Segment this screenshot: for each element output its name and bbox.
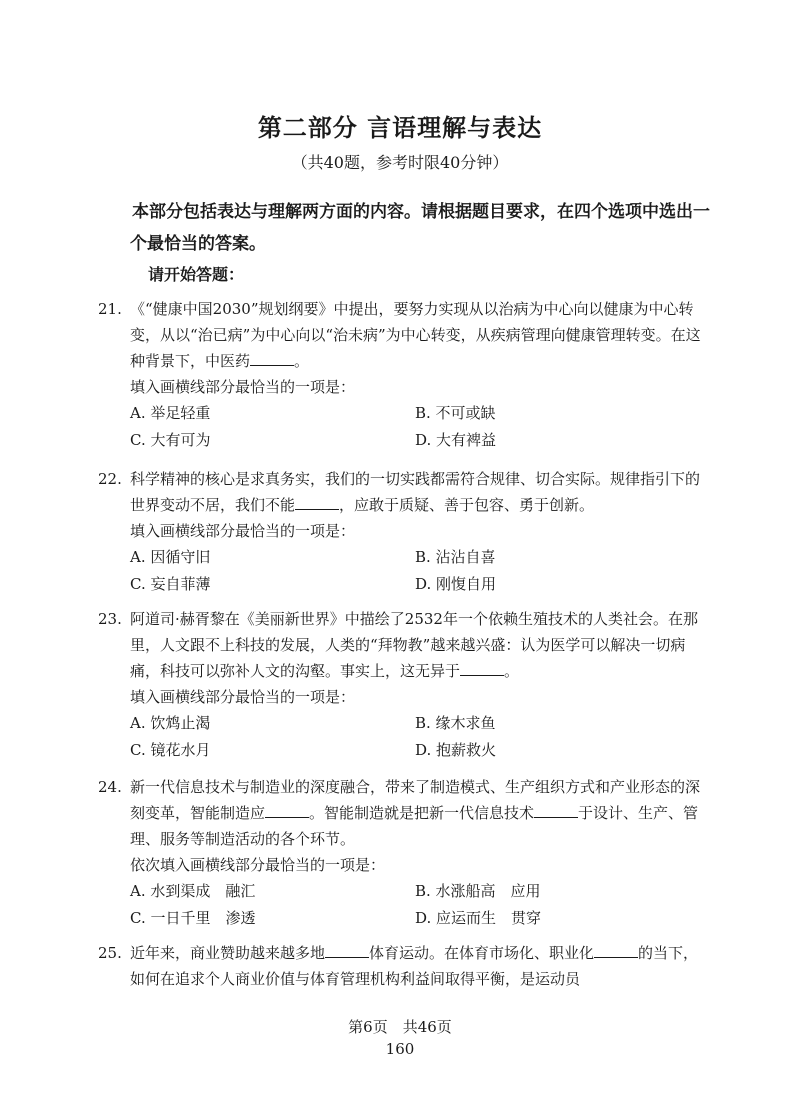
option-b: B. 不可或缺 (415, 404, 496, 422)
answer-blank (460, 661, 504, 676)
question-number: 23. (98, 610, 122, 628)
page-number: 160 (385, 1040, 415, 1058)
stem-text: ，应敢于质疑、善于包容、勇于创新。 (339, 496, 595, 514)
question-number: 21. (98, 300, 122, 318)
option-d: D. 大有裨益 (415, 431, 497, 449)
question-number: 24. (98, 778, 122, 796)
question-prompt: 填入画横线部分最恰当的一项是： (130, 688, 356, 706)
question-23 (98, 606, 708, 764)
question-21 (98, 296, 708, 454)
question-25 (98, 940, 708, 992)
answer-blank (325, 943, 369, 958)
answer-blank (594, 943, 638, 958)
question-number: 25. (98, 944, 122, 962)
stem-text: 于设计、生产、管理、服务等制造活动的各个环节。 (130, 804, 699, 848)
option-c: C. 一日千里 渗透 (130, 909, 256, 927)
question-prompt: 填入画横线部分最恰当的一项是： (130, 522, 356, 540)
stem-text: 。智能制造就是把新一代信息技术 (309, 804, 535, 822)
stem-text: 。 (504, 662, 520, 680)
section-intro: 本部分包括表达与理解两方面的内容。请根据题目要求，在四个选项中选出一个最恰当的答案。 (130, 202, 710, 254)
question-24 (98, 774, 708, 932)
answer-blank (534, 803, 578, 818)
option-c: C. 妄自菲薄 (130, 575, 211, 593)
option-b: B. 沾沾自喜 (415, 548, 496, 566)
options-grid (130, 878, 708, 932)
option-c: C. 大有可为 (130, 431, 211, 449)
stem-text: 体育运动。在体育市场化、职业化 (369, 944, 595, 962)
option-b: B. 水涨船高 应用 (415, 882, 541, 900)
question-stem (130, 606, 708, 684)
question-stem (130, 774, 708, 852)
stem-text: 近年来，商业赞助越来越多地 (130, 944, 326, 962)
section-subtitle: （共40题，参考时限40分钟） (291, 153, 509, 172)
stem-text: 阿道司·赫胥黎在《美丽新世界》中描绘了2532年一个依赖生殖技术的人类社会。在那里，人文跟不上科技的发展，人类的“拜物教”越来越兴盛：认为医学可以解决一切病痛，科技可以弥补人文的沟壑。事实上，这无异于 (130, 610, 698, 680)
option-a: A. 水到渠成 融汇 (130, 882, 256, 900)
option-a: A. 举足轻重 (130, 404, 211, 422)
stem-text: 《“健康中国2030”规划纲要》中提出，要努力实现从以治病为中心向以健康为中心转变，从以“治已病”为中心向以“治未病”为中心转变，从疾病管理向健康管理转变。在这种背景下，中医药 (130, 300, 701, 370)
option-d: D. 抱薪救火 (415, 741, 497, 759)
question-stem (130, 940, 708, 992)
start-prompt: 请开始答题： (148, 265, 245, 284)
answer-blank (250, 351, 294, 366)
question-number: 22. (98, 470, 122, 488)
stem-text: 的当下，如何在追求个人商业价值与体育管理机构利益间取得平衡，是运动员 (130, 944, 699, 988)
stem-text: 。 (294, 352, 310, 370)
page-indicator: 第6页 共46页 (348, 1018, 452, 1036)
question-stem (130, 466, 708, 518)
question-stem (130, 296, 708, 374)
option-d: D. 刚愎自用 (415, 575, 497, 593)
answer-blank (265, 803, 309, 818)
option-b: B. 缘木求鱼 (415, 714, 496, 732)
section-title: 第二部分 言语理解与表达 (257, 114, 543, 142)
question-prompt: 依次填入画横线部分最恰当的一项是： (130, 856, 386, 874)
option-d: D. 应运而生 贯穿 (415, 909, 542, 927)
options-grid (130, 710, 708, 764)
question-prompt: 填入画横线部分最恰当的一项是： (130, 378, 356, 396)
stem-text: 科学精神的核心是求真务实，我们的一切实践都需符合规律、切合实际。规律指引下的世界变动不居，我们不能 (130, 470, 701, 514)
question-22 (98, 466, 708, 598)
option-c: C. 镜花水月 (130, 741, 211, 759)
option-a: A. 因循守旧 (130, 548, 211, 566)
stem-text: 新一代信息技术与制造业的深度融合，带来了制造模式、生产组织方式和产业形态的深刻变革，智能制造应 (130, 778, 701, 822)
answer-blank (295, 495, 339, 510)
options-grid (130, 544, 708, 598)
options-grid (130, 400, 708, 454)
option-a: A. 饮鸩止渴 (130, 714, 211, 732)
